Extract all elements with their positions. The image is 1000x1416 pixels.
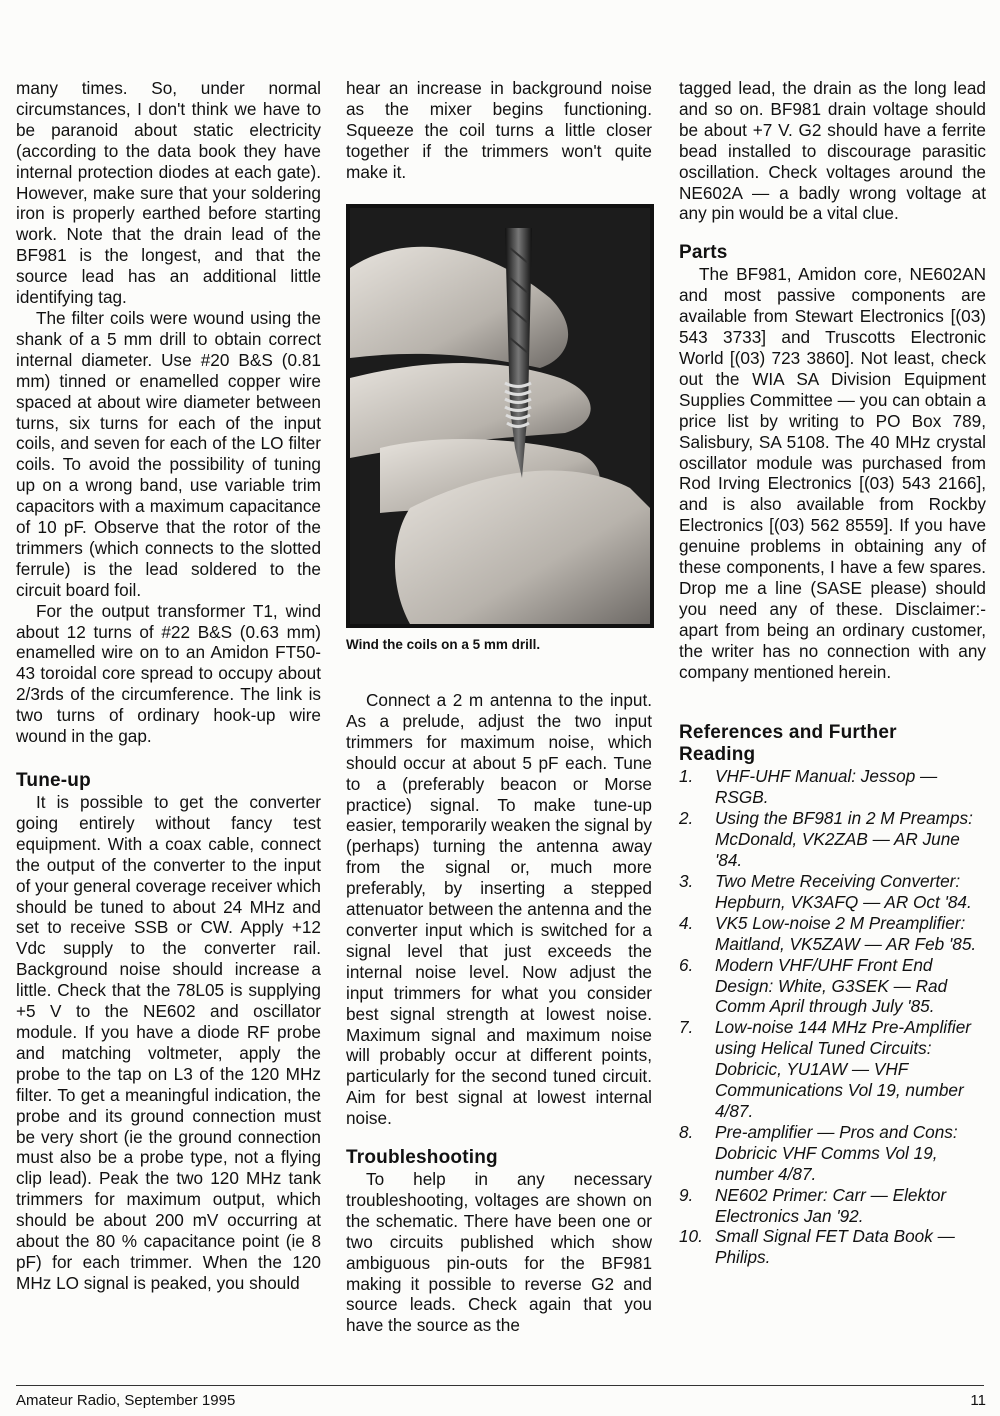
list-item: 1. VHF-UHF Manual: Jessop — RSGB. <box>679 766 938 808</box>
list-item: 2. Using the BF981 in 2 M Preamps: McDonald, VK2ZAB — AR June '84. <box>679 808 973 871</box>
heading-tune-up: Tune-up <box>16 770 91 791</box>
references-list <box>679 766 986 1268</box>
list-item: 7. Low-noise 144 MHz Pre-Amplifier using Helical Tuned Circuits: Dobricic, YU1AW — VHF Communications Vol 19, number 4/87. <box>679 1017 971 1121</box>
hand-drill-illustration <box>350 208 650 624</box>
column-middle-lower <box>346 690 652 1336</box>
paragraph-output-transformer: For the output transformer T1, wind about 12 turns of #22 B&S (0.63 mm) enamelled wire on to an Amidon FT50-43 toroidal core spread to occupy about 2/3rds of the circumference. The link is two turns of ordinary hook-up wire wound in the gap. <box>16 600 321 747</box>
column-middle <box>346 78 652 183</box>
paragraph-tune-up: It is possible to get the converter going entirely without fancy test equipment. With a coax cable, connect the output of the converter to the input of your general coverage receiver which should be tuned to about 24 MHz and set to receive SSB or CW. Apply +12 Vdc supply to the converter rail. Background noise should increase a little. Check that the 78L05 is supplying +5 V to the NE602 and oscillator module. If you have a diode RF probe and matching voltmeter, apply the probe to the tap on L3 of the 120 MHz filter. To get a meaningful indication, the probe and its ground connection must be very short (ie the ground connection must also be a probe type, not a flying clip lead). Peak the two 120 MHz tank trimmers for maximum output, which should be about 200 mV occurring at about the 80 % capacitance point (ie 8 pF) for each trimmer. When the 120 MHz LO signal is peaked, you should <box>16 792 321 1293</box>
list-item: 4. VK5 Low-noise 2 M Preamplifier: Maitland, VK5ZAW — AR Feb '85. <box>679 912 977 954</box>
footer-divider <box>16 1385 984 1386</box>
paragraph-filter-coils: The filter coils were wound using the shank of a 5 mm drill to obtain correct internal diameter. Use #20 B&S (0.81 mm) tinned or enamelled copper wire spaced at about wire diameter between turns, six turns for each of the input coils, and seven for each of the LO filter coils. To avoid the possibility of tuning up on a wrong band, use variable trim capacitors with a maximum capacitance of 10 pF. Observe that the rotor of the trimmers (which connects to the slotted ferrule) is the lead soldered to the circuit board foil. <box>16 307 321 600</box>
paragraph-mixer: hear an increase in background noise as the mixer begins functioning. Squeeze the coil turns a little closer together if the trimmers won't quite make it. <box>346 78 652 182</box>
photo-caption: Wind the coils on a 5 mm drill. <box>346 637 541 652</box>
column-right <box>679 78 986 1268</box>
drill-photo <box>346 204 654 628</box>
footer-publication: Amateur Radio, September 1995 <box>16 1392 236 1409</box>
heading-troubleshooting: Troubleshooting <box>346 1147 498 1169</box>
heading-parts: Parts <box>679 242 728 264</box>
paragraph-tagged-lead: tagged lead, the drain as the long lead and so on. BF981 drain voltage should be about +7 V. G2 should have a ferrite bead installed to discourage parasitic oscillation. Check voltages around the NE602A — a badly wrong voltage at any pin would be a vital clue. <box>679 78 986 224</box>
list-item: 9. NE602 Primer: Carr — Elektor Electronics Jan '92. <box>679 1184 947 1226</box>
paragraph-troubleshooting: To help in any necessary troubleshooting, voltages are shown on the schematic. There have been one or two circuits published which show ambiguous pin-outs for the BF981 making it possible to reverse G2 and source leads. Check again that you have the source as the <box>346 1169 652 1336</box>
list-item: 6. Modern VHF/UHF Front End Design: White, G3SEK — Rad Comm April through July '85. <box>679 954 948 1017</box>
list-item: 8. Pre-amplifier — Pros and Cons: Dobricic VHF Comms Vol 19, number 4/87. <box>679 1121 958 1184</box>
paragraph-parts: The BF981, Amidon core, NE602AN and most passive components are available from Stewart Electronics [(03) 543 3733] and Truscotts Electronic World [(03) 723 3860]. Not least, check out the WIA SA Division Equipment Supplies Committee — you can obtain a price list by writing to PO Box 789, Salisbury, SA 5108. The 40 MHz crystal oscillator module was purchased from Rod Irving Electronics [(03) 543 2166], and is also available from Rockby Electronics [(03) 562 8559]. If you have genuine problems in obtaining any of these components, I have a few spares. Drop me a line (SASE please) should you need any of these. Disclaimer:- apart from being an ordinary customer, the writer has no connection with any company mentioned herein. <box>679 264 986 682</box>
column-left <box>16 78 321 1294</box>
list-item: 3. Two Metre Receiving Converter: Hepburn, VK3AFQ — AR Oct '84. <box>679 871 972 912</box>
list-item: 10. Small Signal FET Data Book — Philips. <box>679 1226 955 1268</box>
paragraph-antenna: Connect a 2 m antenna to the input. As a prelude, adjust the two input trimmers for maximum noise, which should occur at about 5 pF each. Tune to a (preferably beacon or Morse practice) signal. To make tune-up easier, temporarily weaken the signal by (perhaps) turning the antenna away from the signal or, much more preferably, by inserting a stepped attenuator between the antenna and the converter input which is switched for a signal level that just exceeds the internal noise level. Now adjust the input trimmers for what you consider best signal strength at lowest noise. Maximum signal and maximum noise will probably occur at different points, particularly for the second tuned circuit. Aim for best signal at lowest internal noise. <box>346 690 652 1129</box>
page-number: 11 <box>970 1392 986 1409</box>
paragraph-static: many times. So, under normal circumstances, I don't think we have to be paranoid about static electricity (according to the data book they have internal protection diodes at each gate). However, make sure that your soldering iron is properly earthed before starting work. Note that the drain lead of the BF981 is the longest, and that the source lead has an additional little identifying tag. <box>16 78 321 308</box>
heading-references: References and Further Reading <box>679 722 897 766</box>
